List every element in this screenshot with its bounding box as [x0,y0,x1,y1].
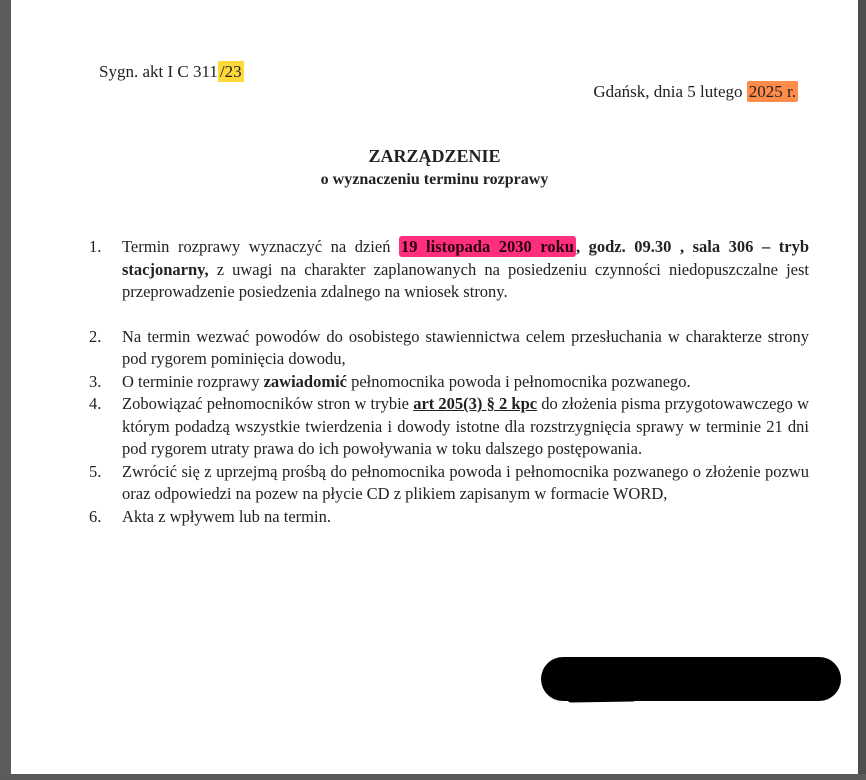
item-text [122,371,809,394]
item-number: 5. [89,461,102,481]
case-signature-prefix: Sygn. akt I C 311 [99,62,218,81]
place-and-date [593,82,798,102]
item-text: Na termin wezwać powodów do osobistego stawiennictwa celem przesłuchania w charakterze strony pod rygorem pominięcia dowodu, [122,326,809,368]
scan-edge-bottom [0,774,866,780]
item-text-part: Termin rozprawy wyznaczyć na dzień [122,237,400,256]
list-item [89,371,809,394]
place-date-year-highlight: 2025 r. [748,82,796,101]
item-number: 1. [89,237,102,256]
list-item [89,236,809,304]
scan-edge-left [0,0,11,780]
item-text-part: O terminie rozprawy [122,371,264,391]
document-page [11,0,858,774]
item-number: 3. [89,371,102,391]
item-number: 6. [89,506,102,526]
scan-edge-right [858,0,866,780]
item-text-part: do złożenia pisma przygotowawczego w którym podadzą wszystkie twierdzenia i dowody istotne dla rozstrzygnięcia sprawy w terminie 21 dni pod rygorem utraty prawa do ich powoływania w toku dalszego postępowania. [122,394,809,458]
item-text: Zwrócić się z uprzejmą prośbą do pełnomocnika powoda i pełnomocnika pozwanego o złożenie pozwu oraz odpowiedzi na pozew na płycie CD z plikiem zapisanym w formacie WORD, [122,461,809,503]
list-item [89,461,809,506]
item-text-part: pełnomocnika powoda i pełnomocnika pozwanego. [346,371,691,391]
redacted-text-remnant [567,693,637,702]
case-signature-year-highlight: /23 [219,62,242,81]
document-title: ZARZĄDZENIE [368,146,501,166]
place-date-text: Gdańsk, dnia 5 lutego [593,82,747,101]
document-subtitle: o wyznaczeniu terminu rozprawy [320,171,549,188]
item-bold-word: zawiadomić [263,371,347,391]
item-number: 4. [89,394,102,413]
list-item [89,393,809,461]
item-text-part: z uwagi na charakter zaplanowanych na posiedzeniu czynności niedopuszczalne jest przeprowadzenie posiedzenia zdalnego na wniosek strony. [122,259,809,301]
item-text [122,236,809,304]
case-signature [99,62,244,82]
hearing-date-highlight: 19 listopada 2030 roku [401,237,574,256]
hearing-time-room: , godz. 09.30 , sala 306 – tryb stacjonarny, [122,237,810,279]
item-text-part: Zobowiązać pełnomocników stron w trybie [122,394,414,413]
legal-reference: art 205(3) § 2 kpc [413,394,538,413]
item-text: Akta z wpływem lub na termin. [122,506,331,526]
item-text [122,393,809,461]
item-number: 2. [89,326,102,346]
list-item [89,326,809,371]
list-item [89,506,809,529]
order-items-list [89,236,809,528]
